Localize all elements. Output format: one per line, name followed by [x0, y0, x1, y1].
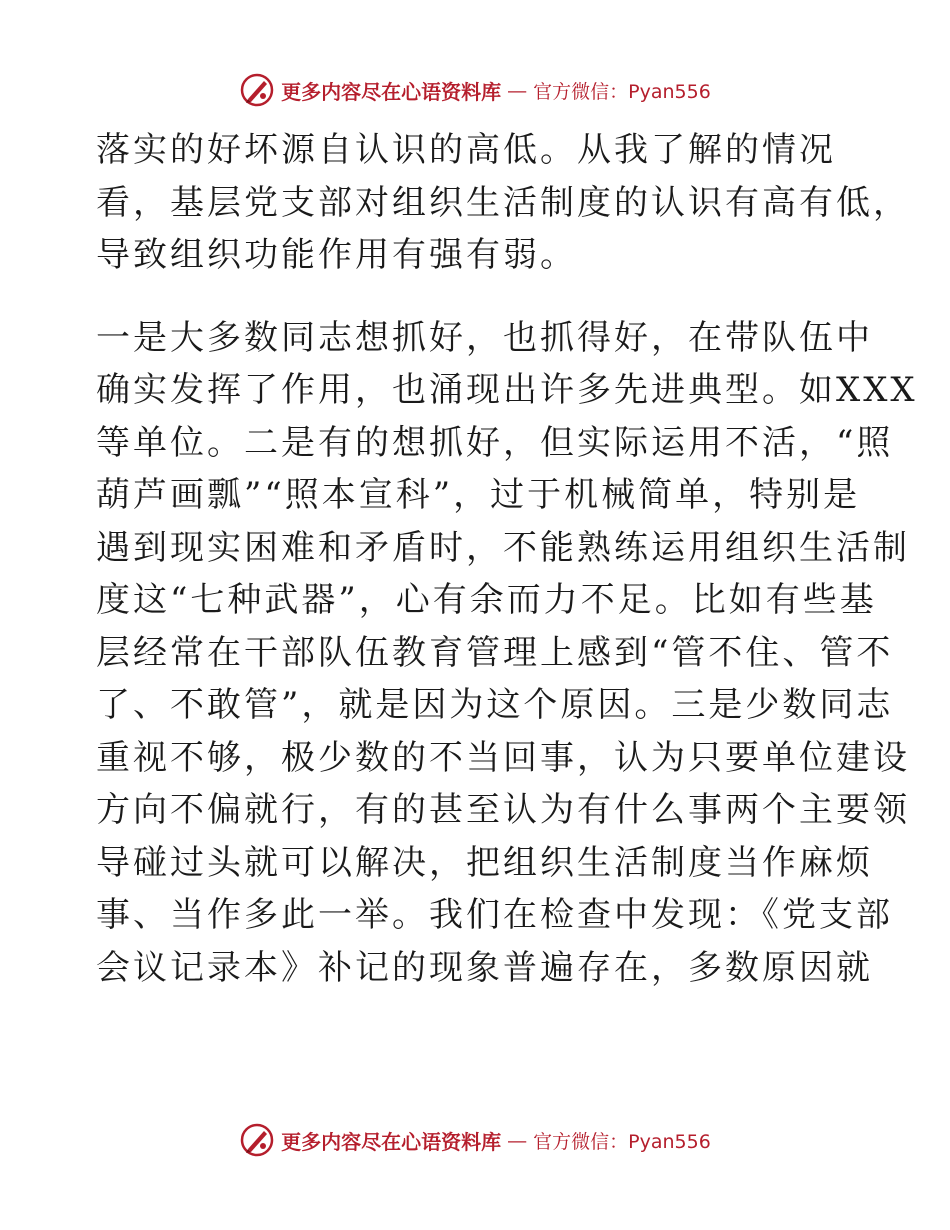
text-line: 了、不敢管”，就是因为这个原因。三是少数同志 [96, 685, 894, 725]
text-line: 度这“七种武器”，心有余而力不足。比如有些基 [96, 580, 877, 620]
header-banner [0, 70, 950, 110]
text-line: 重视不够，极少数的不当回事，认为只要单位建设 [96, 737, 910, 778]
text-line: 遇到现实困难和矛盾时，不能熟练运用组织生活制 [96, 527, 910, 568]
text-line: 等单位。二是有的想抓好，但实际运用不活，“照 [96, 422, 894, 463]
pen-logo-icon [239, 1122, 275, 1158]
text-line: 方向不偏就行，有的甚至认为有什么事两个主要领 [96, 790, 910, 830]
text-line: 会议记录本》补记的现象普遍存在，多数原因就 [96, 947, 873, 988]
text-line: 一是大多数同志想抓好，也抓得好，在带队伍中 [96, 317, 873, 358]
text-line: 导致组织功能作用有强有弱。 [96, 235, 577, 275]
text-line: 层经常在干部队伍教育管理上感到“管不住、管不 [96, 632, 894, 673]
header-dash: — [507, 78, 528, 102]
footer-wechat: 官方微信：Pyan556 [533, 1130, 711, 1153]
paragraph-2 [96, 312, 918, 995]
document-body [96, 124, 918, 994]
text-line: 看，基层党支部对组织生活制度的认识有高有低， [96, 182, 910, 223]
text-line: 确实发挥了作用，也涌现出许多先进典型。如XXX [96, 370, 918, 410]
text-line: 落实的好坏源自认识的高低。从我了解的情况 [96, 130, 836, 170]
pen-logo-icon [239, 72, 275, 108]
text-line: 事、当作多此一举。我们在检查中发现：《党支部 [96, 895, 893, 935]
header-wechat: 官方微信：Pyan556 [533, 80, 711, 103]
text-line: 导碰过头就可以解决，把组织生活制度当作麻烦 [96, 842, 873, 883]
paragraph-1 [96, 124, 910, 282]
footer-dash: — [507, 1128, 528, 1152]
footer-site-name: 更多内容尽在心语资料库 [281, 1129, 502, 1154]
header-site-name: 更多内容尽在心语资料库 [281, 79, 502, 104]
text-line: 葫芦画瓢”“照本宣科”，过于机械简单，特别是 [96, 475, 861, 515]
footer-banner [0, 1120, 950, 1160]
